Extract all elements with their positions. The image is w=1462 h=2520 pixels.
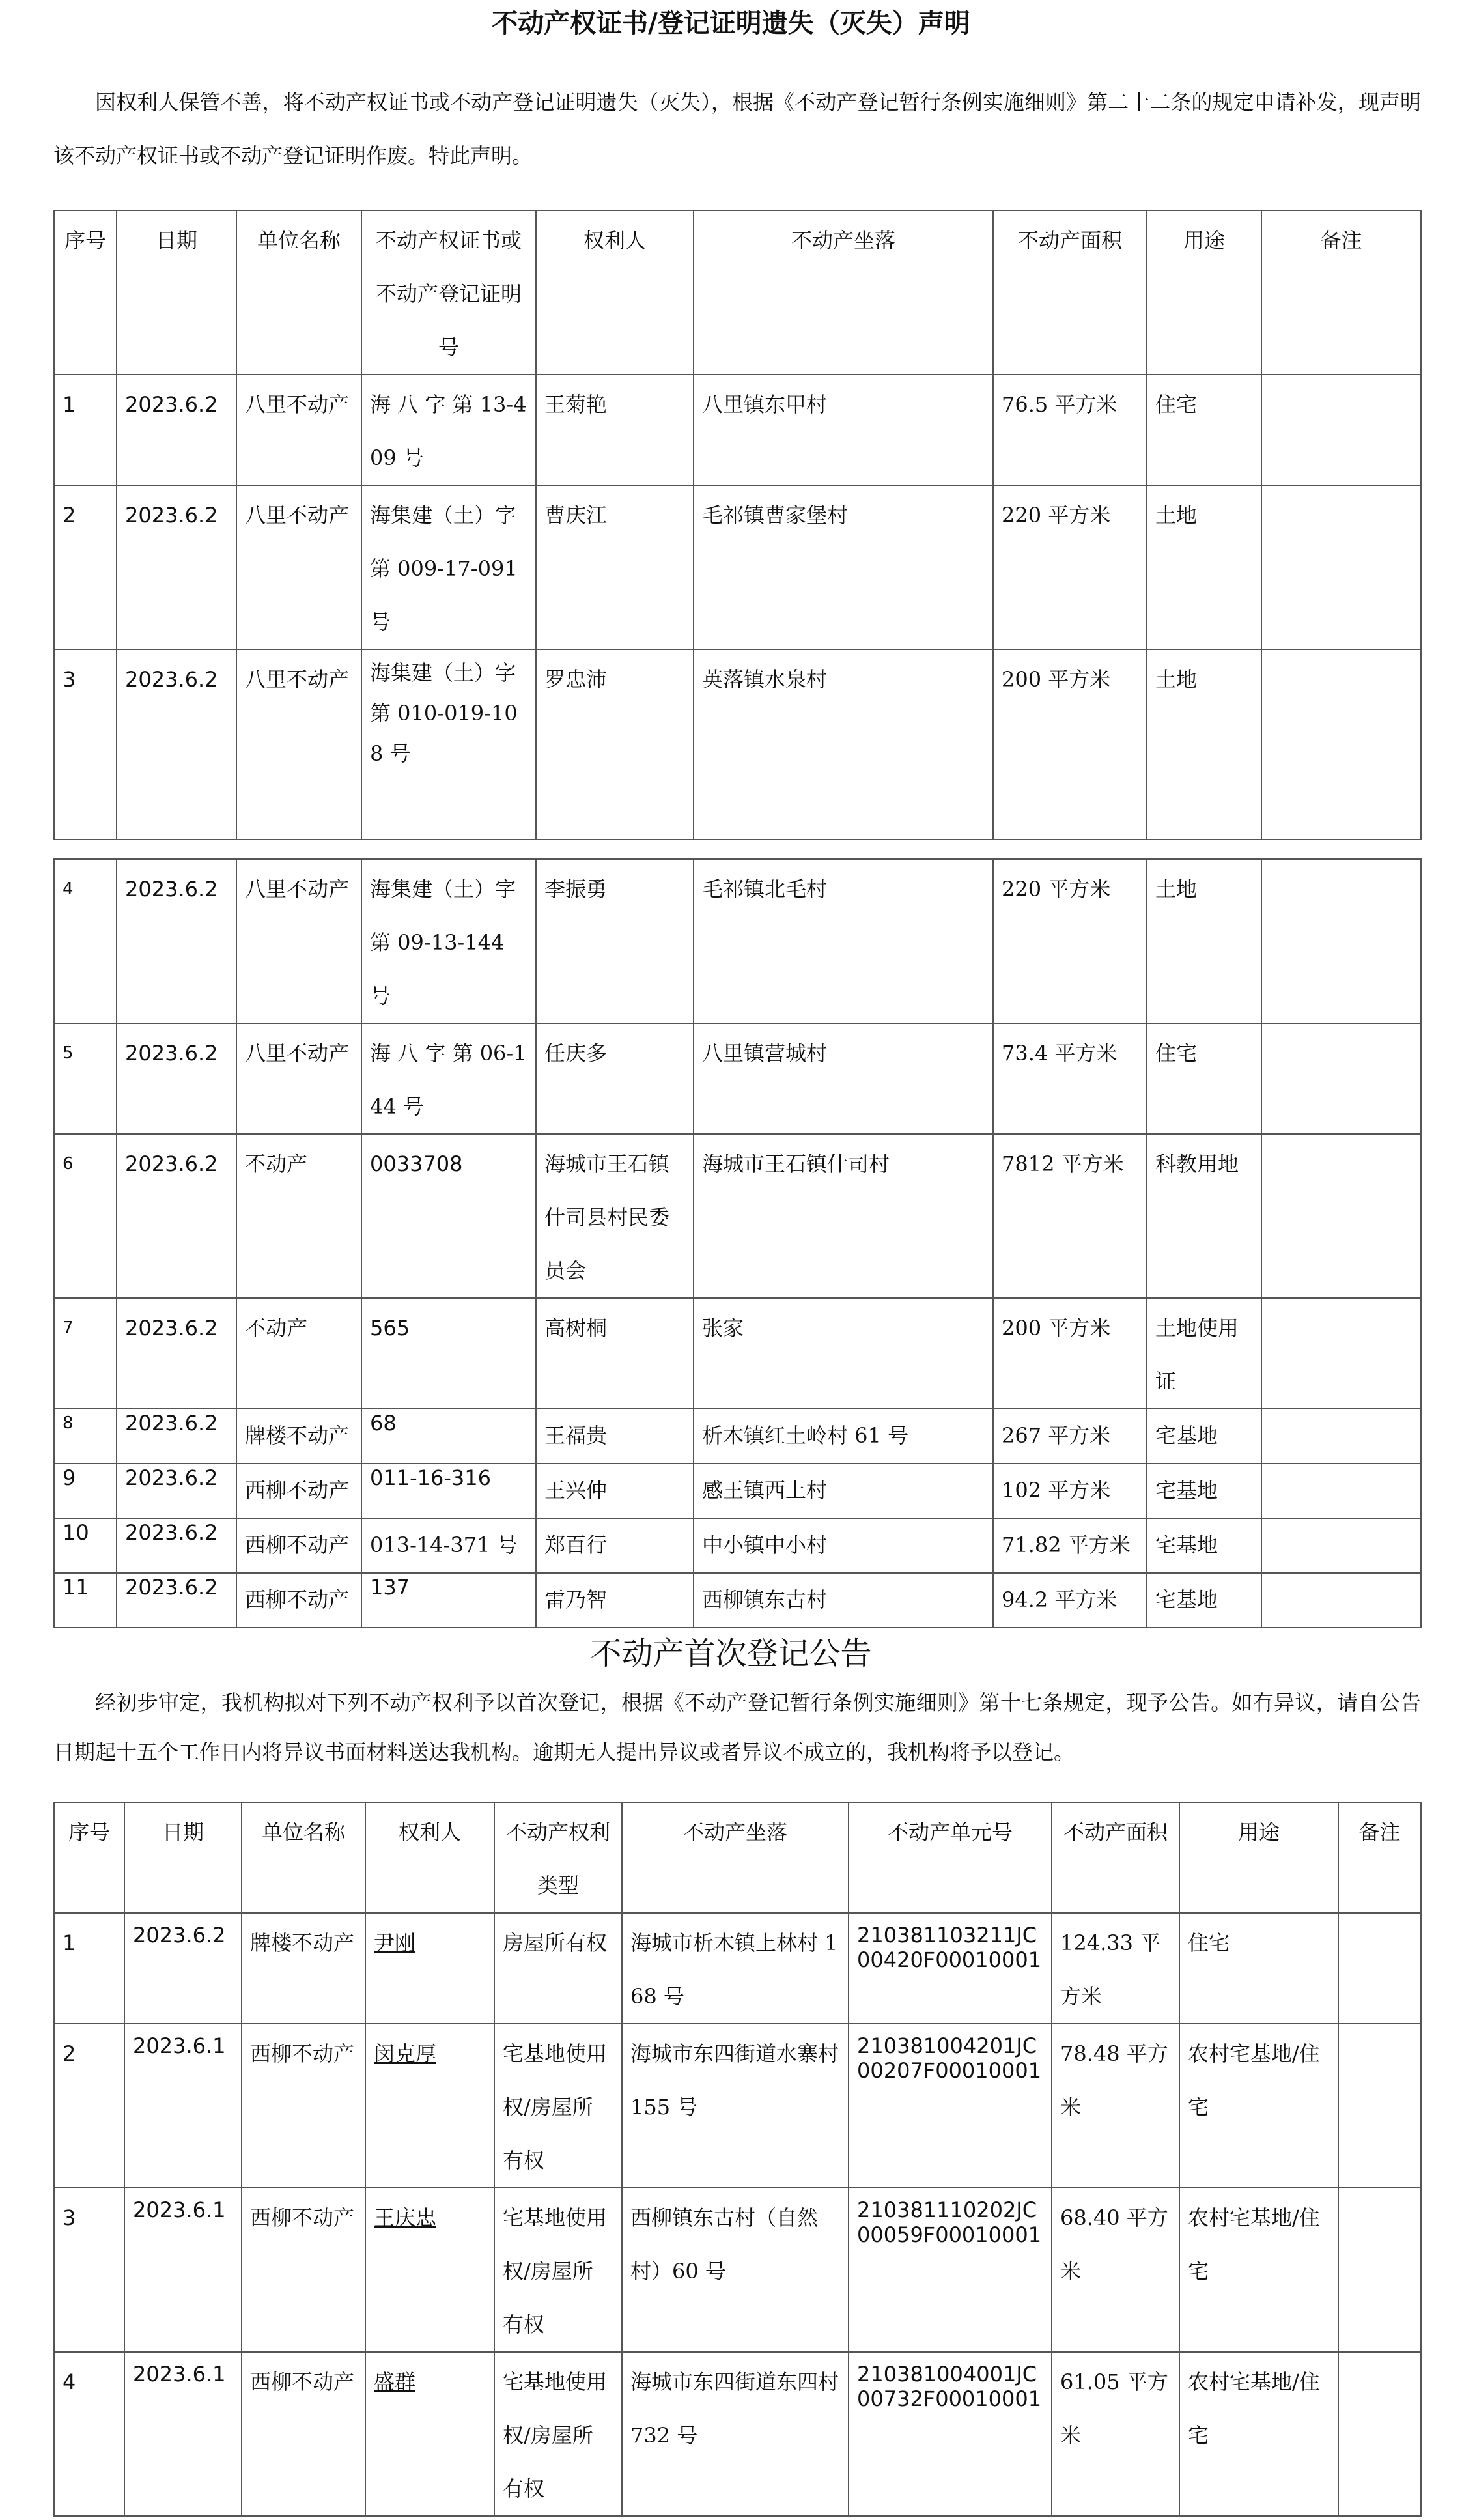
owner-name: 王庆忠 [374,2205,437,2230]
cell-note [1261,485,1421,649]
table-row [54,1298,1421,1409]
header-unit: 单位名称 [236,210,361,375]
cell-unit: 西柳不动产 [242,2024,365,2188]
cell-use: 土地使用证 [1147,1298,1261,1409]
table-row [54,859,1421,1023]
table-row [54,1134,1421,1298]
cell-no: 5 [54,1023,117,1134]
cell-use: 农村宅基地/住宅 [1179,2352,1338,2516]
cell-area: 220 平方米 [993,485,1147,649]
cell-area: 94.2 平方米 [993,1573,1147,1628]
cell-location: 张家 [694,1298,993,1409]
header-area: 不动产面积 [993,210,1147,375]
header-use: 用途 [1179,1802,1338,1913]
cell-owner [365,2352,494,2516]
cell-owner [365,2188,494,2352]
cell-note [1261,1518,1421,1573]
cell-owner [365,2024,494,2188]
table-row [54,2352,1421,2516]
cell-right-type: 房屋所有权 [494,1913,622,2024]
cell-cert: 海 八 字 第 13-409 号 [361,375,536,485]
cell-note [1261,649,1421,840]
cell-owner: 海城市王石镇什司县村民委员会 [536,1134,694,1298]
cell-note [1261,1134,1421,1298]
cell-use: 农村宅基地/住宅 [1179,2188,1338,2352]
cell-unit: 不动产 [236,1134,361,1298]
cell-cert: 137 [361,1573,536,1628]
cell-no: 9 [54,1464,117,1518]
cell-use: 土地 [1147,649,1261,840]
header-date: 日期 [117,210,236,375]
table-row [54,649,1421,840]
cell-unit: 西柳不动产 [242,2352,365,2516]
cell-note [1261,859,1421,1023]
cell-note [1261,1464,1421,1518]
cell-area: 68.40 平方米 [1052,2188,1179,2352]
cell-owner: 罗忠沛 [536,649,694,840]
table-row [54,1913,1421,2024]
header-no: 序号 [54,1802,124,1913]
first-registration-table [53,1802,1422,2517]
cell-note [1338,2352,1421,2516]
cell-owner: 曹庆江 [536,485,694,649]
header-right-type: 不动产权利类型 [494,1802,622,1913]
cell-no: 10 [54,1518,117,1573]
cell-unit: 八里不动产 [236,1023,361,1134]
table-row [54,1573,1421,1628]
cell-date: 2023.6.1 [124,2352,242,2516]
cell-area: 73.4 平方米 [993,1023,1147,1134]
cell-unit: 西柳不动产 [236,1464,361,1518]
cell-use: 宅基地 [1147,1409,1261,1464]
cell-unit: 八里不动产 [236,375,361,485]
cell-owner: 李振勇 [536,859,694,1023]
cell-location: 八里镇东甲村 [694,375,993,485]
header-unit: 单位名称 [242,1802,365,1913]
table-row [54,485,1421,649]
cell-area: 124.33 平方米 [1052,1913,1179,2024]
cell-cert: 011-16-316 [361,1464,536,1518]
cell-location: 海城市王石镇什司村 [694,1134,993,1298]
cell-owner: 高树桐 [536,1298,694,1409]
cell-location: 毛祁镇北毛村 [694,859,993,1023]
table-row [54,1518,1421,1573]
cell-area: 102 平方米 [993,1464,1147,1518]
cell-unit: 西柳不动产 [236,1573,361,1628]
cell-location: 西柳镇东古村 [694,1573,993,1628]
cell-cert: 海 八 字 第 06-144 号 [361,1023,536,1134]
cell-no: 3 [54,649,117,840]
notice1-title: 不动产权证书/登记证明遗失（灭失）声明 [492,8,970,38]
owner-name: 盛群 [374,2370,416,2394]
cell-use: 宅基地 [1147,1573,1261,1628]
cell-note [1338,2024,1421,2188]
cell-note [1261,1573,1421,1628]
cell-note [1261,1409,1421,1464]
cell-cert: 0033708 [361,1134,536,1298]
table-row [54,1464,1421,1518]
cell-date: 2023.6.2 [117,1464,236,1518]
cell-unit: 八里不动产 [236,649,361,840]
header-location: 不动产坐落 [694,210,993,375]
cell-date: 2023.6.2 [124,1913,242,2024]
cell-date: 2023.6.2 [117,1134,236,1298]
cell-date: 2023.6.2 [117,1518,236,1573]
cell-location: 八里镇营城村 [694,1023,993,1134]
loss-declaration-table-part2 [53,858,1422,1628]
cell-location: 海城市东四街道水寨村 155 号 [622,2024,849,2188]
cell-no: 4 [54,859,117,1023]
table-row [54,2024,1421,2188]
cell-owner: 王菊艳 [536,375,694,485]
cell-cert: 海集建（土）字第 009-17-091 号 [361,485,536,649]
cell-use: 宅基地 [1147,1518,1261,1573]
cell-owner: 任庆多 [536,1023,694,1134]
notice2-title: 不动产首次登记公告 [590,1635,872,1672]
cell-right-type: 宅基地使用权/房屋所有权 [494,2024,622,2188]
cell-location: 英落镇水泉村 [694,649,993,840]
header-note: 备注 [1261,210,1421,375]
cell-no: 4 [54,2352,124,2516]
cell-no: 1 [54,375,117,485]
header-owner: 权利人 [365,1802,494,1913]
cell-owner: 王福贵 [536,1409,694,1464]
cell-right-type: 宅基地使用权/房屋所有权 [494,2188,622,2352]
table-row [54,1409,1421,1464]
cell-date: 2023.6.2 [117,375,236,485]
header-note: 备注 [1338,1802,1421,1913]
cell-owner [365,1913,494,2024]
cell-use: 土地 [1147,859,1261,1023]
cell-unit: 牌楼不动产 [242,1913,365,2024]
cell-area: 61.05 平方米 [1052,2352,1179,2516]
cell-no: 1 [54,1913,124,2024]
cell-no: 3 [54,2188,124,2352]
cell-unit: 牌楼不动产 [236,1409,361,1464]
table-header-row [54,210,1421,375]
cell-unit: 八里不动产 [236,485,361,649]
cell-owner: 王兴仲 [536,1464,694,1518]
cell-cert: 565 [361,1298,536,1409]
header-area: 不动产面积 [1052,1802,1179,1913]
cell-no: 2 [54,485,117,649]
cell-location: 西柳镇东古村（自然村）60 号 [622,2188,849,2352]
cell-note [1261,1023,1421,1134]
cell-use: 住宅 [1147,1023,1261,1134]
cell-no: 8 [54,1409,117,1464]
table-row [54,375,1421,485]
cell-use: 土地 [1147,485,1261,649]
cell-unit-number: 210381004001JC00732F00010001 [849,2352,1052,2516]
cell-location: 毛祁镇曹家堡村 [694,485,993,649]
table-row [54,2188,1421,2352]
header-location: 不动产坐落 [622,1802,849,1913]
cell-area: 220 平方米 [993,859,1147,1023]
cell-unit-number: 210381103211JC00420F00010001 [849,1913,1052,2024]
cell-date: 2023.6.2 [117,485,236,649]
cell-note [1261,1298,1421,1409]
cell-use: 农村宅基地/住宅 [1179,2024,1338,2188]
cell-use: 住宅 [1179,1913,1338,2024]
cell-unit: 八里不动产 [236,859,361,1023]
cell-date: 2023.6.1 [124,2188,242,2352]
loss-declaration-table-part1 [53,210,1422,840]
cell-area: 76.5 平方米 [993,375,1147,485]
cell-unit-number: 210381110202JC00059F00010001 [849,2188,1052,2352]
cell-date: 2023.6.2 [117,1298,236,1409]
cell-cert: 海集建（土）字第 010-019-108 号 [361,649,536,840]
cell-date: 2023.6.2 [117,859,236,1023]
cell-right-type: 宅基地使用权/房屋所有权 [494,2352,622,2516]
cell-area: 7812 平方米 [993,1134,1147,1298]
cell-unit: 西柳不动产 [242,2188,365,2352]
cell-no: 2 [54,2024,124,2188]
cell-no: 11 [54,1573,117,1628]
cell-note [1338,2188,1421,2352]
cell-date: 2023.6.2 [117,1409,236,1464]
cell-location: 感王镇西上村 [694,1464,993,1518]
cell-owner: 雷乃智 [536,1573,694,1628]
cell-area: 78.48 平方米 [1052,2024,1179,2188]
cell-date: 2023.6.2 [117,1023,236,1134]
owner-name: 闵克厚 [374,2041,437,2066]
cell-date: 2023.6.2 [117,1573,236,1628]
header-use: 用途 [1147,210,1261,375]
table-header-row [54,1802,1421,1913]
cell-date: 2023.6.2 [117,649,236,840]
notice1-paragraph: 因权利人保管不善，将不动产权证书或不动产登记证明遗失（灭失），根据《不动产登记暂行条例实施细则》第二十二条的规定申请补发，现声明该不动产权证书或不动产登记证明作废。特此声明。 [53,90,1421,168]
cell-unit: 不动产 [236,1298,361,1409]
cell-area: 200 平方米 [993,649,1147,840]
cell-unit: 西柳不动产 [236,1518,361,1573]
cell-cert: 68 [361,1409,536,1464]
header-date: 日期 [124,1802,242,1913]
cell-use: 科教用地 [1147,1134,1261,1298]
cell-cert: 013-14-371 号 [361,1518,536,1573]
cell-location: 海城市东四街道东四村 732 号 [622,2352,849,2516]
header-cert: 不动产权证书或不动产登记证明号 [361,210,536,375]
owner-name: 尹刚 [374,1931,416,1955]
cell-location: 中小镇中小村 [694,1518,993,1573]
cell-use: 住宅 [1147,375,1261,485]
cell-no: 7 [54,1298,117,1409]
cell-area: 71.82 平方米 [993,1518,1147,1573]
cell-use: 宅基地 [1147,1464,1261,1518]
cell-note [1261,375,1421,485]
cell-location: 海城市析木镇上林村 168 号 [622,1913,849,2024]
cell-cert: 海集建（土）字第 09-13-144 号 [361,859,536,1023]
header-no: 序号 [54,210,117,375]
cell-location: 析木镇红土岭村 61 号 [694,1409,993,1464]
cell-area: 200 平方米 [993,1298,1147,1409]
cell-note [1338,1913,1421,2024]
cell-unit-number: 210381004201JC00207F00010001 [849,2024,1052,2188]
cell-area: 267 平方米 [993,1409,1147,1464]
table-row [54,1023,1421,1134]
notice2-paragraph: 经初步审定，我机构拟对下列不动产权利予以首次登记，根据《不动产登记暂行条例实施细则》第十七条规定，现予公告。如有异议，请自公告日期起十五个工作日内将异议书面材料送达我机构。逾期无人提出异议或者异议不成立的，我机构将予以登记。 [53,1690,1421,1764]
cell-no: 6 [54,1134,117,1298]
cell-owner: 郑百行 [536,1518,694,1573]
cell-date: 2023.6.1 [124,2024,242,2188]
header-unit-number: 不动产单元号 [849,1802,1052,1913]
header-owner: 权利人 [536,210,694,375]
